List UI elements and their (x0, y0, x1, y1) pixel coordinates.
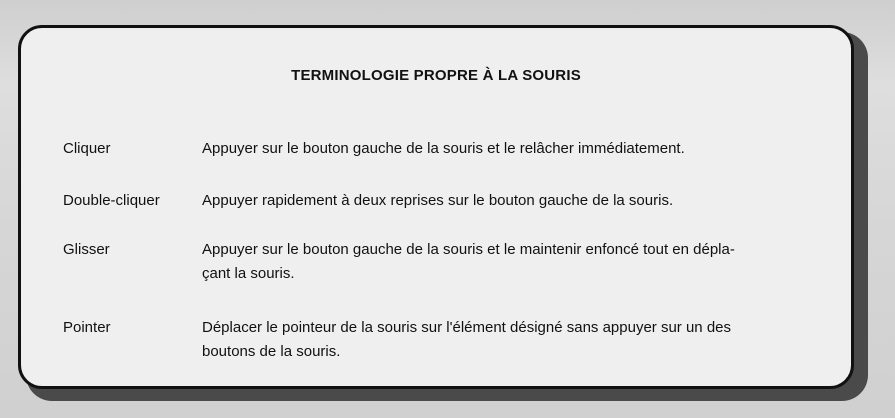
term-definition (202, 137, 830, 161)
term-definition (202, 238, 830, 286)
terminology-box (18, 25, 854, 389)
term-definition (202, 316, 830, 364)
term-definition (202, 189, 830, 213)
definition-line: Déplacer le pointeur de la souris sur l'élément désigné sans appuyer sur un des (202, 319, 731, 336)
definition-line: Appuyer rapidement à deux reprises sur le bouton gauche de la souris. (202, 192, 674, 209)
term-label: Double-cliquer (63, 192, 160, 209)
definition-line: Appuyer sur le bouton gauche de la souris et le relâcher immédiatement. (202, 140, 685, 157)
term-label: Cliquer (63, 140, 111, 157)
term-label: Glisser (63, 241, 110, 258)
definition-line: boutons de la souris. (202, 343, 341, 360)
term-label: Pointer (63, 319, 111, 336)
definition-line: Appuyer sur le bouton gauche de la souris et le maintenir enfoncé tout en dépla- (202, 241, 735, 258)
box-title: TERMINOLOGIE PROPRE À LA SOURIS (291, 67, 581, 84)
definition-line: çant la souris. (202, 265, 295, 282)
